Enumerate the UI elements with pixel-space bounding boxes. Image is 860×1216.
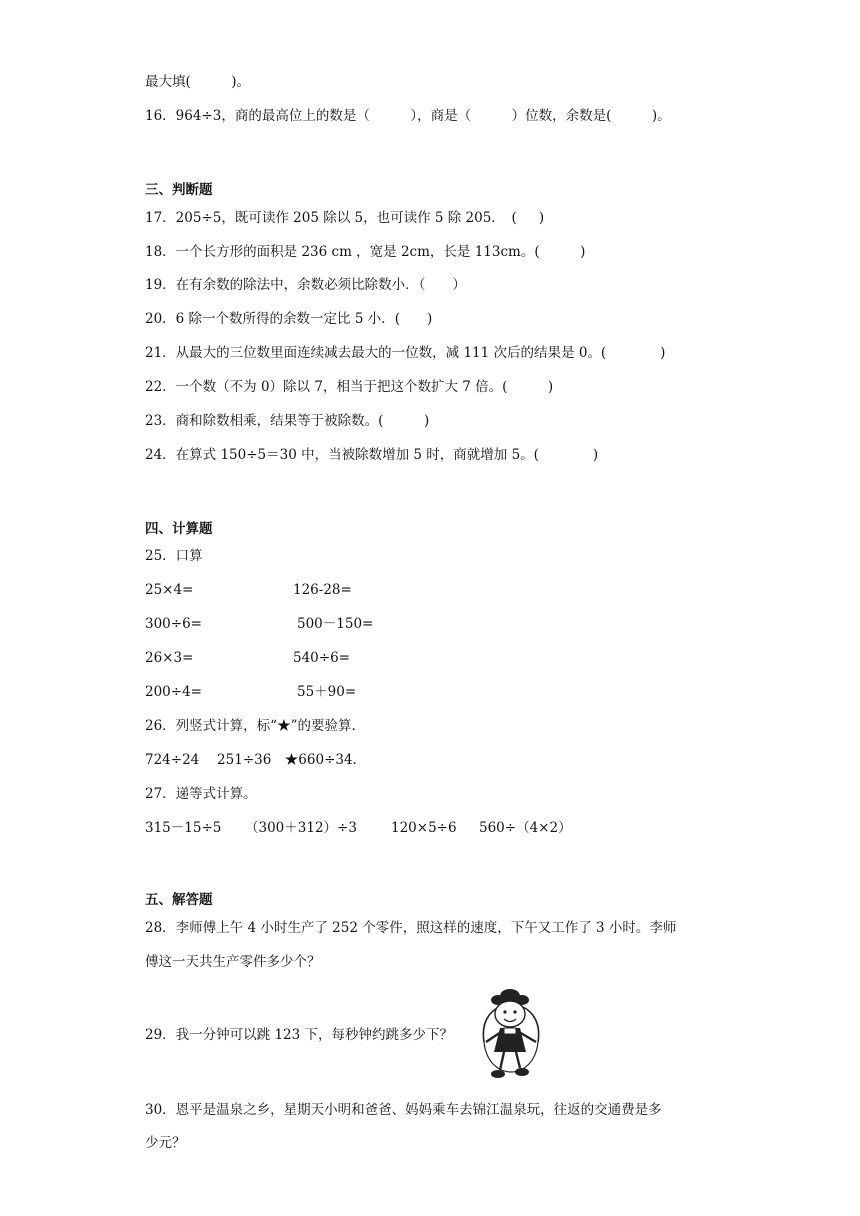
section-heading-judgement: 三、判断题 [145,182,213,198]
oral-calc-item: 200÷4= [145,684,202,700]
question-25: 25．口算 [145,548,203,564]
section-heading-calculation: 四、计算题 [145,521,213,537]
q15-continuation: 最大填( )。 [145,74,251,90]
question-28-line-2: 傅这一天共生产零件多少个？ [145,954,321,970]
question-22: 22．一个数（不为 0）除以 7，相当于把这个数扩大 7 倍。( ) [145,379,554,395]
girl-jumping-rope-drawing [474,982,548,1086]
question-26-items: 724÷24 251÷36 ★660÷34. [145,752,357,768]
step-calc-item: 560÷（4×2） [479,820,572,836]
question-24: 24．在算式 150÷5＝30 中，当被除数增加 5 时，商就增加 5。( ) [145,447,599,463]
oral-calc-item: 25×4= [145,582,194,598]
girl-jumping-rope-icon [474,982,548,1086]
oral-calc-item: 300÷6= [145,616,202,632]
step-calc-item: 315－15÷5 [145,820,222,836]
step-calc-item: （300＋312）÷3 [245,820,357,836]
question-27: 27．递等式计算。 [145,786,257,802]
question-18: 18．一个长方形的面积是 236 cm ，宽是 2cm，长是 113cm。( ) [145,244,586,260]
question-19: 19．在有余数的除法中，余数必须比除数小．（ ） [145,277,466,293]
question-30-line-2: 少元？ [145,1135,186,1151]
oral-calc-item: 55＋90= [297,684,357,700]
question-16: 16．964÷3，商的最高位上的数是（ ），商是（ ）位数，余数是( )。 [145,108,671,124]
question-28-line-1: 28．李师傅上午 4 小时生产了 252 个零件，照这样的速度，下午又工作了 3 小时。李师 [145,920,677,936]
question-23: 23．商和除数相乘，结果等于被除数。( ) [145,413,430,429]
question-17: 17．205÷5，既可读作 205 除以 5，也可读作 5 除 205． ( ) [145,210,545,226]
oral-calc-item: 26×3= [145,650,194,666]
step-calc-item: 120×5÷6 [391,820,457,836]
section-heading-word-problems: 五、解答题 [145,892,213,908]
question-21: 21．从最大的三位数里面连续减去最大的一位数，减 111 次后的结果是 0。( ) [145,345,666,361]
oral-calc-item: 500－150= [297,616,374,632]
question-29: 29．我一分钟可以跳 123 下，每秒钟约跳多少下？ [145,1027,454,1043]
question-30-line-1: 30．恩平是温泉之乡，星期天小明和爸爸、妈妈乘车去锦江温泉玩，往返的交通费是多 [145,1102,662,1118]
oral-calc-item: 126-28= [293,582,352,598]
question-20: 20．6 除一个数所得的余数一定比 5 小．( ) [145,311,433,327]
question-26: 26．列竖式计算，标“★”的要验算. [145,718,356,734]
oral-calc-item: 540÷6= [293,650,350,666]
